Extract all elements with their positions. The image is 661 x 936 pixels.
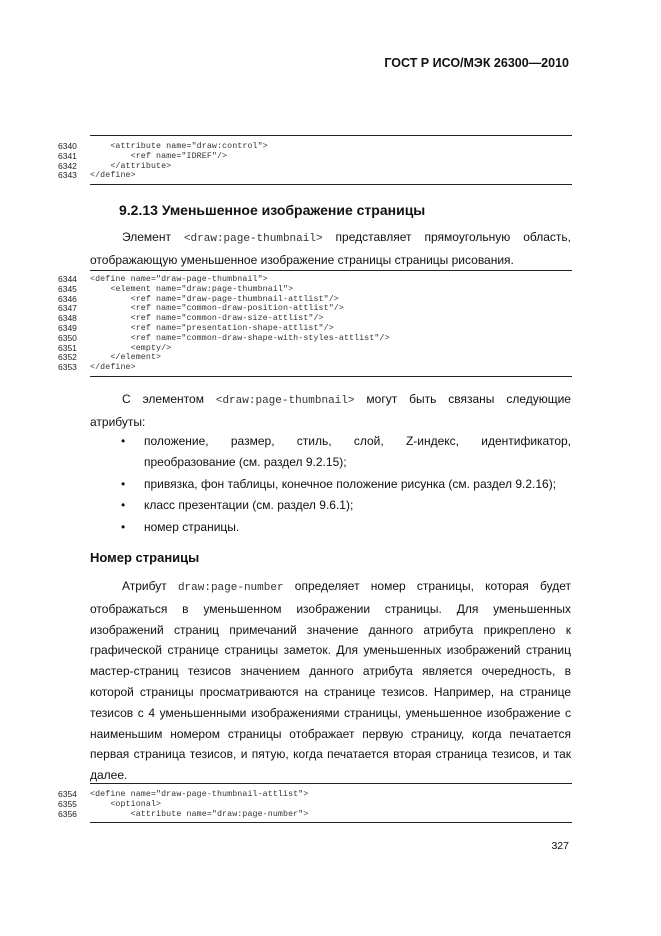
code-line: 6354 <define name="draw-page-thumbnail-attlist">: [58, 789, 309, 799]
code-line: 6347 <ref name="common-draw-position-attlist"/>: [58, 303, 344, 314]
code-rule-top: [90, 783, 572, 784]
paragraph-attributes-intro: С элементом <draw:page-thumbnail> могут быть связаны следующие атрибуты:: [90, 392, 571, 429]
inline-code: <draw:page-thumbnail>: [183, 233, 323, 245]
code-rule-top: [90, 135, 572, 136]
code-line: 6342 </attribute>: [58, 160, 172, 171]
code-line: 6351 <empty/>: [58, 342, 172, 353]
page-header: ГОСТ Р ИСО/МЭК 26300—2010: [384, 56, 569, 70]
code-block-1: [58, 135, 572, 185]
code-line: 6344 <define name="draw-page-thumbnail">: [58, 274, 268, 284]
code-line: 6343 </define>: [58, 170, 136, 181]
code-line: 6341 <ref name="IDREF"/>: [58, 150, 228, 161]
code-line: 6346 <ref name="draw-page-thumbnail-attlist"/>: [58, 293, 339, 304]
code-line: 6345 <element name="draw:page-thumbnail">: [58, 283, 294, 294]
code-line: 6353 </define>: [58, 362, 136, 373]
paragraph-page-number: Атрибут draw:page-number определяет номер страницы, которая будет отображаться в уменьшенном изображении страницы. Для уменьшенных изображений страниц примечаний значение данного атрибута прикреплено к графической странице страницы заметок. Для уменьшенных изображений страниц мастер-страниц тезисов значением данного атрибута является очередность, в которой страницы просматриваются на странице тезисов. Например, на странице тезисов с 4 уменьшенными изображениями страницы, уменьшенное изображение с наименьшим номером страницы отображает первую страницу, когда печатается первая страница тезисов, и пятую, когда печатается вторая страница тезисов, и так далее.: [90, 579, 571, 783]
code-line: 6356 <attribute name="draw:page-number">: [58, 808, 309, 819]
code-block-3: [58, 783, 572, 823]
code-line: 6349 <ref name="presentation-shape-attlist"/>: [58, 322, 334, 333]
code-line: 6348 <ref name="common-draw-size-attlist"/>: [58, 313, 324, 324]
attribute-list: [90, 431, 571, 538]
code-line: 6340 <attribute name="draw:control">: [58, 141, 268, 151]
inline-code: draw:page-number: [177, 582, 284, 594]
code-line: 6350 <ref name="common-draw-shape-with-styles-attlist"/>: [58, 332, 390, 343]
inline-code: <draw:page-thumbnail>: [215, 395, 355, 407]
section-title: 9.2.13 Уменьшенное изображение страницы: [119, 202, 426, 218]
code-rule-top: [90, 270, 572, 271]
subsection-title: Номер страницы: [90, 550, 200, 565]
list-item: • положение, размер, стиль, слой, Z-индекс, идентификатор, преобразование (см. раздел 9.2.15);: [121, 434, 571, 470]
code-rule-bottom: [90, 184, 572, 185]
page-number: 327: [551, 840, 569, 852]
code-rule-bottom: [90, 822, 572, 823]
code-block-2: [58, 270, 572, 377]
code-line: 6352 </element>: [58, 352, 162, 363]
code-rule-bottom: [90, 376, 572, 377]
paragraph-element-description: Элемент <draw:page-thumbnail> представляет прямоугольную область, отображающую уменьшенное изображение страницы страницы рисования.: [90, 230, 571, 267]
list-item: • привязка, фон таблицы, конечное положение рисунка (см. раздел 9.2.16);: [121, 476, 557, 491]
list-item: • класс презентации (см. раздел 9.6.1);: [121, 498, 354, 513]
code-line: 6355 <optional>: [58, 798, 162, 809]
list-item: • номер страницы.: [121, 519, 240, 534]
